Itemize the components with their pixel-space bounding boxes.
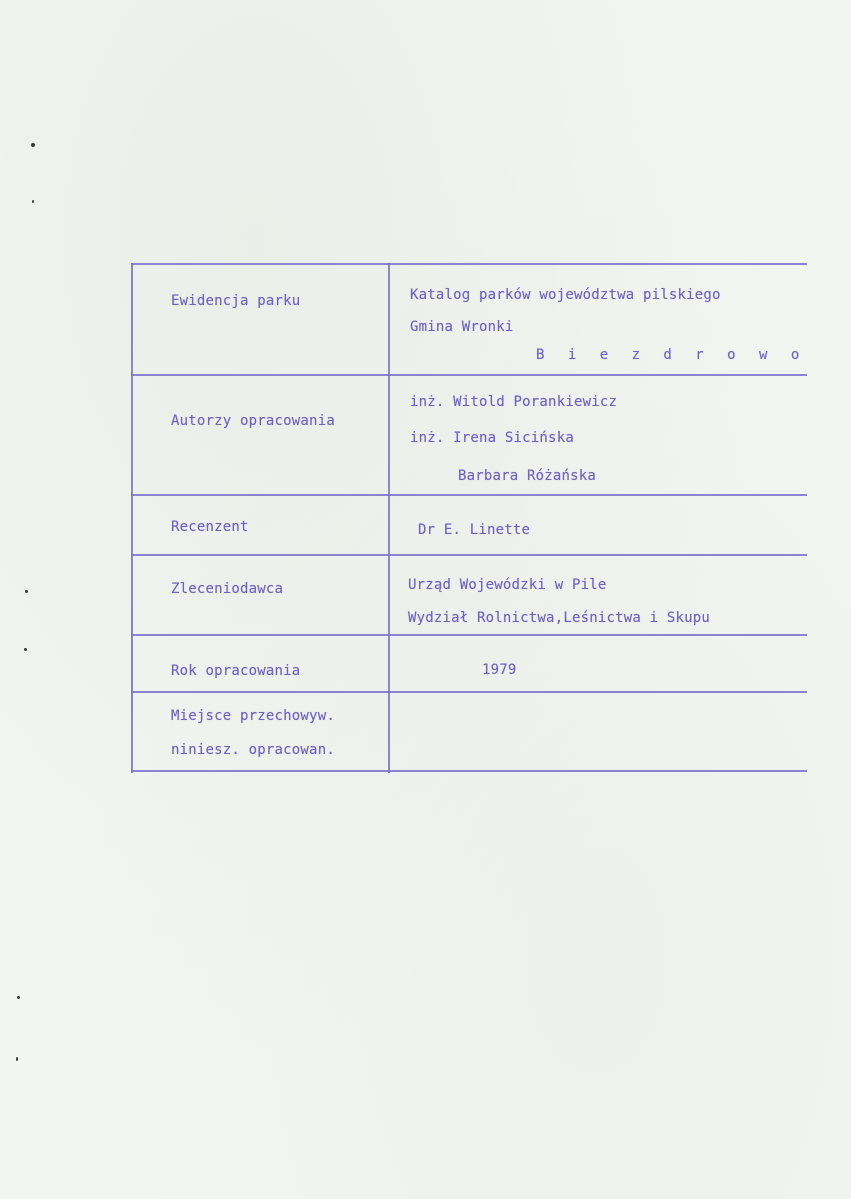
margin-speck bbox=[24, 648, 27, 651]
table-rule bbox=[131, 691, 807, 693]
author-3: Barbara Różańska bbox=[458, 468, 597, 484]
row-label-miejsce-line2: niniesz. opracowan. bbox=[171, 742, 335, 758]
row-label-recenzent: Recenzent bbox=[171, 519, 249, 535]
row-label-rok: Rok opracowania bbox=[171, 663, 301, 679]
year-value: 1979 bbox=[482, 662, 517, 678]
park-name: B i e z d r o w o bbox=[536, 347, 807, 363]
row-label-ewidencja: Ewidencja parku bbox=[171, 293, 301, 309]
catalog-title: Katalog parków województwa pilskiego bbox=[410, 287, 721, 303]
margin-speck bbox=[16, 1057, 18, 1061]
margin-speck bbox=[25, 590, 28, 593]
row-label-zleceniodawca: Zleceniodawca bbox=[171, 581, 284, 597]
table-rule bbox=[131, 554, 807, 556]
table-rule bbox=[131, 374, 807, 376]
table-rule-middle bbox=[388, 263, 390, 773]
margin-speck bbox=[17, 996, 20, 999]
author-1: inż. Witold Porankiewicz bbox=[410, 394, 618, 410]
park-record-card bbox=[131, 263, 807, 773]
table-rule bbox=[131, 634, 807, 636]
client-office: Urząd Wojewódzki w Pile bbox=[408, 577, 607, 593]
commune-name: Gmina Wronki bbox=[410, 319, 514, 335]
table-rule bbox=[131, 494, 807, 496]
table-rule-bottom bbox=[131, 770, 807, 772]
row-label-miejsce-line1: Miejsce przechowyw. bbox=[171, 708, 335, 724]
table-rule-left bbox=[131, 263, 133, 773]
author-2: inż. Irena Sicińska bbox=[410, 430, 574, 446]
client-department: Wydział Rolnictwa,Leśnictwa i Skupu bbox=[408, 610, 711, 626]
margin-speck bbox=[31, 143, 35, 147]
row-label-autorzy: Autorzy opracowania bbox=[171, 413, 335, 429]
table-rule-top bbox=[131, 263, 807, 265]
reviewer-name: Dr E. Linette bbox=[418, 522, 531, 538]
margin-speck bbox=[32, 200, 34, 203]
